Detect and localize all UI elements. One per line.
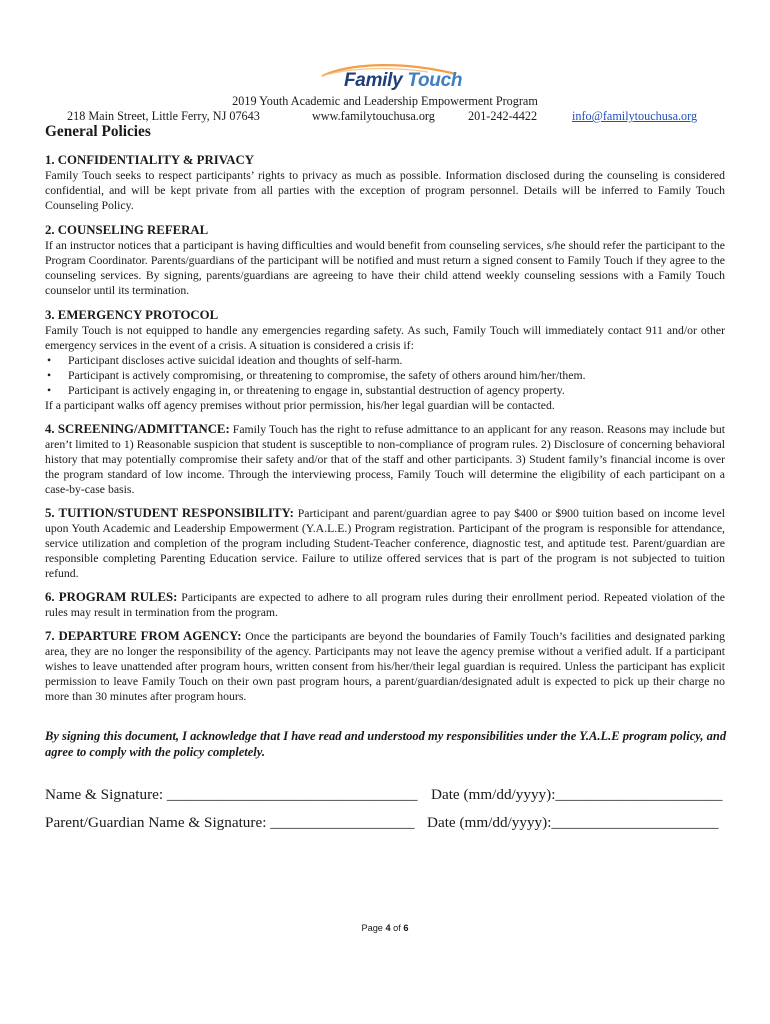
section-heading: 7. DEPARTURE FROM AGENCY: bbox=[45, 629, 242, 643]
bullet-icon: • bbox=[47, 384, 52, 397]
section-body: Participant and parent/guardian agree to pay $400 or $900 tuition based on income level upon Youth Academic and Leadership Empowerment (Y.A.L.E.) Program registration. Participant of the program is responsible for attendance, service utilization and completion of the program including Student-Teacher conference, diagnostic test, and aptitude test. Parent/guardian are responsible completing Parenting Education service. Failure to utilize offered services that is part of the program is not subjected to tuition refund. bbox=[45, 507, 726, 580]
section-heading: 5. TUITION/STUDENT RESPONSIBILITY: bbox=[45, 506, 294, 520]
family-touch-logo bbox=[318, 62, 468, 98]
list-item-text: Participant discloses active suicidal ideation and thoughts of self-harm. bbox=[68, 354, 403, 367]
section-rules bbox=[45, 590, 725, 620]
parent-signature-field[interactable]: Parent/Guardian Name & Signature: ___________________ bbox=[45, 814, 415, 831]
section-tuition bbox=[45, 506, 725, 581]
parent-date-field[interactable]: Date (mm/dd/yyyy):______________________ bbox=[427, 814, 719, 831]
section-heading: 6. PROGRAM RULES: bbox=[45, 590, 178, 604]
bullet-icon: • bbox=[47, 369, 52, 382]
policy-content bbox=[45, 152, 725, 713]
list-item bbox=[45, 383, 725, 398]
list-item-text: Participant is actively engaging in, or threatening to engage in, substantial destruction of agency property. bbox=[68, 384, 565, 397]
section-body: Participants are expected to adhere to all program rules during their enrollment period. Repeated violation of the rules may result in termination from the program. bbox=[45, 591, 725, 619]
address: 218 Main Street, Little Ferry, NJ 07643 bbox=[67, 109, 260, 123]
phone: 201-242-4422 bbox=[468, 109, 538, 123]
logo-word-family: Family bbox=[344, 70, 403, 91]
section-body: Family Touch seeks to respect participants’ rights to privacy as much as possible. Information disclosed during the counseling is considered confidential, and will be kept private from all parties with the exception of program personnel. Details will be inferred to Family Touch Counseling Policy. bbox=[45, 169, 725, 212]
page-word: Page bbox=[361, 923, 383, 933]
section-paragraph bbox=[45, 422, 725, 497]
section-body: Family Touch has the right to refuse admittance to an applicant for any reason. Reasons may include but aren’t limited to 1) Reasonable suspicion that student is susceptible to non-compliance of program rules. 2) Disclosure of concerning behavioral history that may potentially compromise their safety and/or that of the staff and other participants. 3) Student family’s financial income is over the program standard of low income. Through the interviewing process, Family Touch will determine the eligibility of each participant on a case-by-case basis. bbox=[45, 423, 725, 496]
logo-word-touch: Touch bbox=[407, 70, 463, 91]
section-body: Family Touch is not equipped to handle any emergencies regarding safety. As such, Family Touch will immediately contact 911 and/or other emergency services in the event of a crisis. A situation is considered a crisis if: bbox=[45, 324, 725, 352]
section-footer: If a participant walks off agency premises without prior permission, his/her legal guardian will be contacted. bbox=[45, 399, 555, 412]
page-number bbox=[0, 923, 770, 933]
section-heading: 2. COUNSELING REFERAL bbox=[45, 223, 209, 237]
section-confidentiality bbox=[45, 152, 725, 213]
bullet-icon: • bbox=[47, 354, 52, 367]
email-link[interactable]: info@familytouchusa.org bbox=[572, 109, 698, 123]
section-paragraph bbox=[45, 506, 725, 581]
section-paragraph bbox=[45, 629, 725, 704]
list-item bbox=[45, 368, 725, 383]
section-paragraph bbox=[45, 590, 725, 620]
of-word: of bbox=[393, 923, 401, 933]
crisis-list bbox=[45, 353, 725, 398]
section-counseling bbox=[45, 222, 725, 298]
total-pages: 6 bbox=[403, 923, 409, 933]
acknowledgment-statement: By signing this document, I acknowledge that I have read and understood my responsibilities under the Y.A.L.E program policy, and agree to comply with the policy completely. bbox=[45, 729, 727, 759]
section-heading: 4. SCREENING/ADMITTANCE: bbox=[45, 422, 230, 436]
website: www.familytouchusa.org bbox=[312, 109, 435, 123]
section-departure bbox=[45, 629, 725, 704]
section-heading: 1. CONFIDENTIALITY & PRIVACY bbox=[45, 153, 255, 167]
current-page: 4 bbox=[385, 923, 391, 933]
list-item bbox=[45, 353, 725, 368]
section-emergency bbox=[45, 307, 725, 413]
section-body: Once the participants are beyond the boundaries of Family Touch’s facilities and designated parking area, they are no longer the responsibility of the agency. Participants may not leave the agency premise without a verified adult. If a participant wishes to leave unattended after program hours, written consent from his/her/their legal guardian is required. Unless the participant has explicit permission to leave Family Touch on their own past program hours, a parent/guardian/designated adult is expected to pick up their charge no more than 30 minutes after program hours. bbox=[45, 630, 725, 703]
section-heading: 3. EMERGENCY PROTOCOL bbox=[45, 308, 219, 322]
section-screening bbox=[45, 422, 725, 497]
date-field[interactable]: Date (mm/dd/yyyy):______________________ bbox=[431, 786, 723, 803]
name-signature-field[interactable]: Name & Signature: _________________________________ bbox=[45, 786, 418, 803]
list-item-text: Participant is actively compromising, or threatening to compromise, the safety of others around him/her/them. bbox=[68, 369, 586, 382]
page-title: General Policies bbox=[45, 123, 151, 140]
logo-wordmark bbox=[344, 70, 462, 92]
program-title: 2019 Youth Academic and Leadership Empowerment Program bbox=[232, 94, 538, 108]
section-body: If an instructor notices that a participant is having difficulties and would benefit from counseling services, s/he should refer the participant to the Program Coordinator. Parents/guardians of the participant will be notified and must return a signed consent to Family Touch if they agree to the counseling services. By signing, parents/guardians are agreeing to have their child attend weekly counseling sessions with a Family Touch counselor until its termination. bbox=[45, 239, 725, 297]
